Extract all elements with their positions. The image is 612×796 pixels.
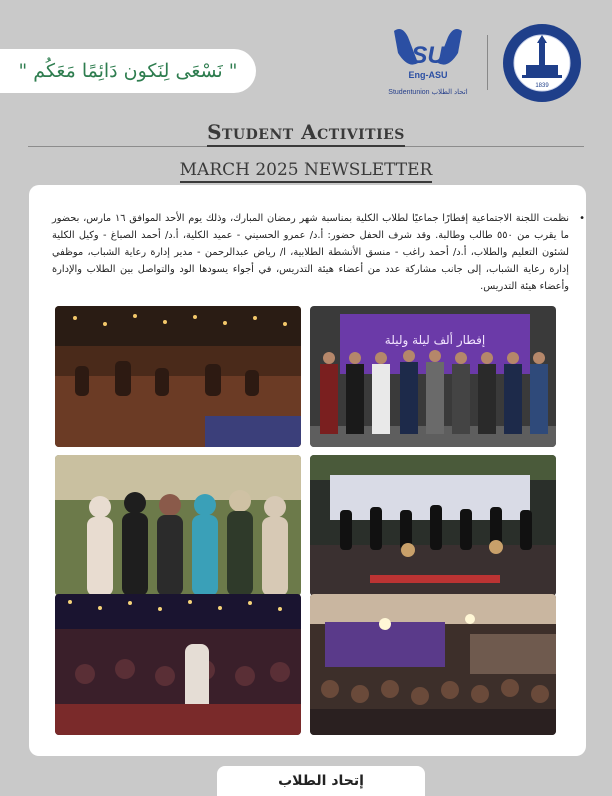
footer-label: إتحاد الطلاب [217,766,425,796]
photo-crowd-dining [55,594,301,735]
page-title: Student Activities [0,120,612,144]
photo-officials-stage [310,306,556,447]
logo-divider [487,35,488,90]
newsletter-subtitle: MARCH 2025 NEWSLETTER [0,160,612,180]
svg-text:SU: SU [411,41,445,69]
photo-iftar-tents [55,306,301,447]
svg-text:1839: 1839 [535,82,549,89]
student-union-logo [383,23,473,103]
header-logos [383,20,582,105]
photo-student-group [55,455,301,596]
bullet-icon: • [579,213,585,224]
photo-music-band [310,455,556,596]
article-text: نظمت اللجنة الاجتماعية إفطارًا جماعيًا لطلاب الكلية بمناسبة شهر رمضان المبارك، وذلك يوم الأحد الموافق ١٦ مارس، بحضور ما يقرب من ٥٥٠ طالب وطالبة. وقد شرف الحفل حضور: أ.د/ عمرو الحسيني - عميد الكلية، أ.د/ أحمد الصباغ - وكيل الكلية لشئون التعليم والطلاب، أ.د/ أحمد راغب - منسق الأنشطة الطلابية، ا/ رياض عبدالرحمن - مدير إدارة رعاية الشباب، موظفي إدارة رعاية الشباب، إلى جانب مشاركة عدد من أعضاء هيئة التدريس، في أجواء يسودها الود والتواصل بين الطلاب والإدارة وأعضاء هيئة التدريس. [52,213,569,292]
student-union-emblem-icon [388,23,468,87]
article-paragraph [52,210,583,295]
faculty-seal-icon [502,23,582,103]
banner-text: إفطار ألف ليلة وليلة [384,333,486,347]
student-union-caption: Studentunion اتحاد الطلاب [388,88,468,96]
svg-text:Eng-ASU: Eng-ASU [408,69,448,80]
photo-courtyard-crowd [310,594,556,735]
slogan-banner: " نَسْعَى لِنَكون دَائِمًا مَعَكُم " [0,49,256,93]
